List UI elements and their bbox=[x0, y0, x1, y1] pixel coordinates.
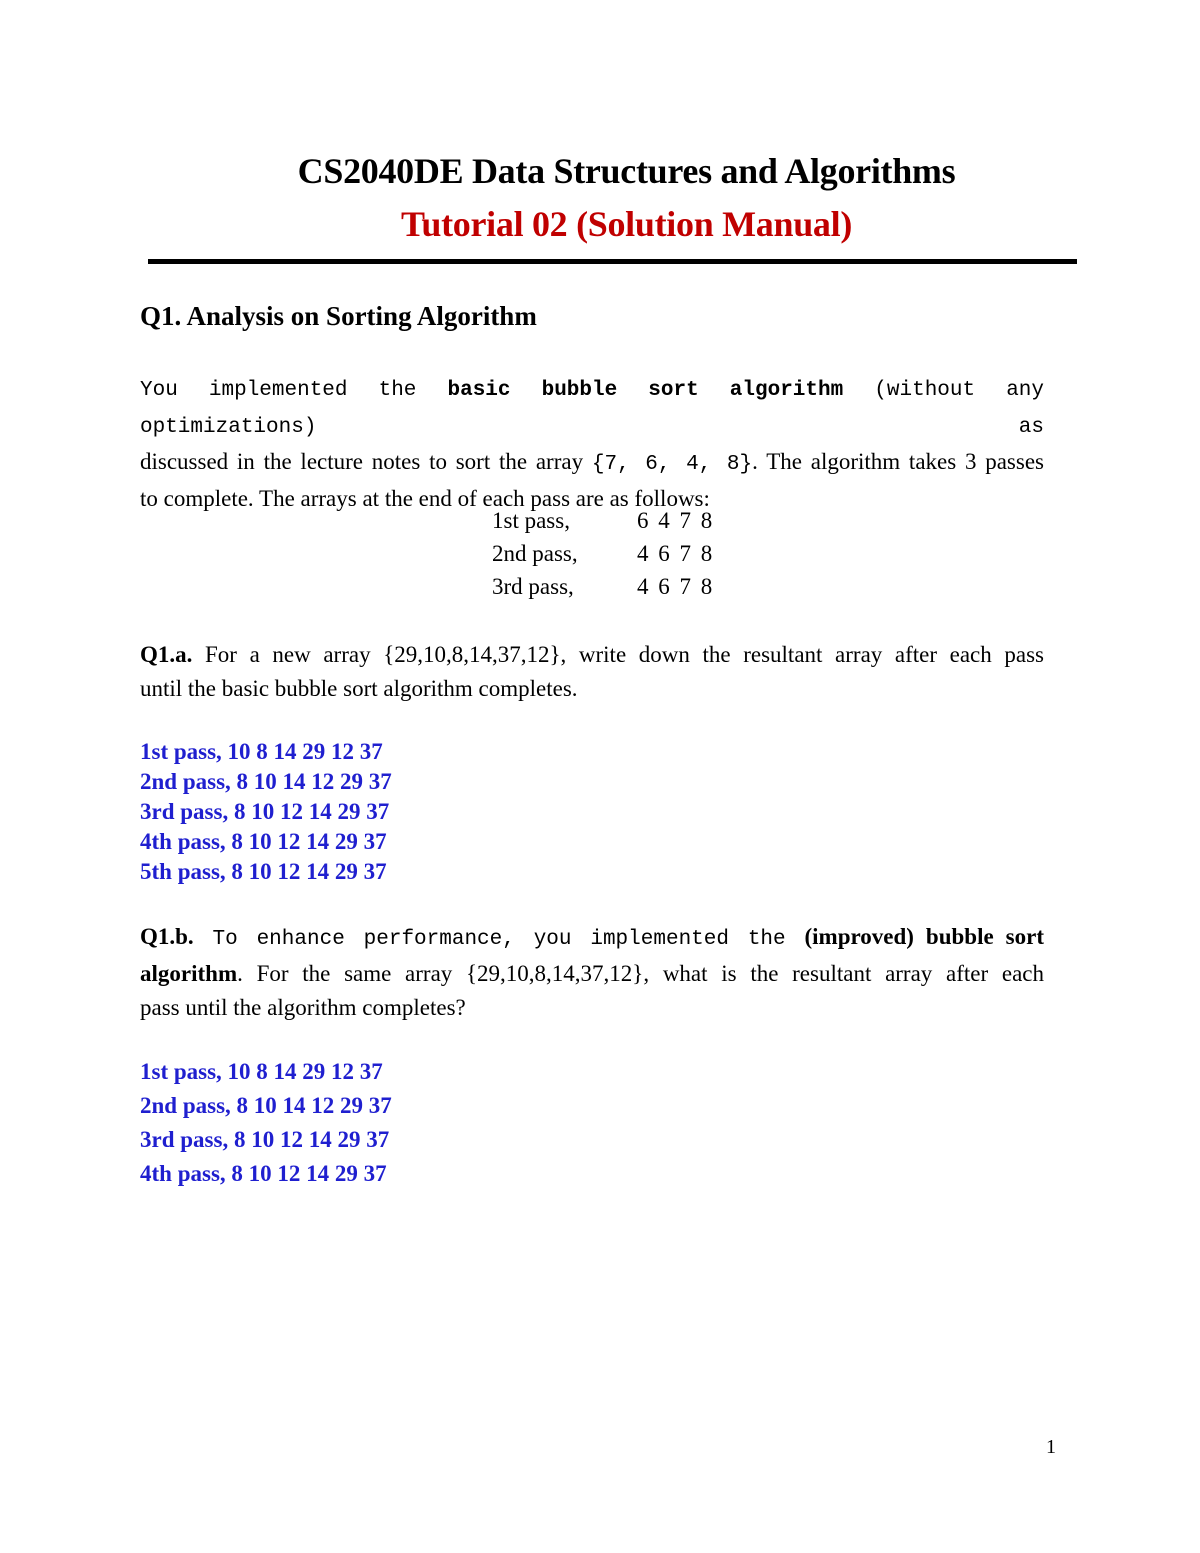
q1-heading: Q1. Analysis on Sorting Algorithm bbox=[140, 301, 537, 331]
q1a-text: For a new array {29,10,8,14,37,12}, write down the resultant array after each pass bbox=[192, 642, 1044, 667]
document-subtitle: Tutorial 02 (Solution Manual) bbox=[400, 204, 853, 244]
answer-line: 3rd pass, 8 10 12 14 29 37 bbox=[140, 1127, 390, 1152]
q1b-text: To enhance performance, you implemented the bbox=[193, 928, 805, 951]
q1-intro-text: (without any optimizations) as bbox=[140, 379, 1044, 439]
q1-intro-line-1 bbox=[140, 371, 1044, 445]
document-title: CS2040DE Data Structures and Algorithms bbox=[297, 151, 956, 191]
q1b-line-3: pass until the algorithm completes? bbox=[140, 995, 466, 1020]
q1-intro-paragraph bbox=[140, 371, 1044, 516]
answer-line: 5th pass, 8 10 12 14 29 37 bbox=[140, 859, 387, 884]
q1b-line-1 bbox=[140, 920, 1044, 957]
answer-line: 4th pass, 8 10 12 14 29 37 bbox=[140, 1161, 387, 1186]
q1a-line-1 bbox=[140, 638, 1044, 672]
q1b-question bbox=[140, 920, 1044, 1025]
example-pass-table bbox=[492, 508, 792, 607]
pass-label: 2nd pass, bbox=[492, 541, 578, 566]
q1-intro-array: {7, 6, 4, 8} bbox=[591, 453, 753, 476]
pass-label: 3rd pass, bbox=[492, 574, 574, 599]
pass-label: 1st pass, bbox=[492, 508, 570, 533]
answer-line: 2nd pass, 8 10 14 12 29 37 bbox=[140, 769, 392, 794]
q1b-emphasis: algorithm bbox=[140, 961, 238, 986]
answer-line: 1st pass, 10 8 14 29 12 37 bbox=[140, 739, 383, 764]
q1-intro-line-3: to complete. The arrays at the end of each pass are as follows: bbox=[140, 486, 710, 511]
q1b-answers bbox=[140, 1055, 392, 1191]
q1-intro-line-2 bbox=[140, 445, 1044, 482]
title-divider bbox=[148, 259, 1077, 264]
q1-intro-text: . The algorithm takes 3 passes bbox=[752, 449, 1044, 474]
page-number: 1 bbox=[1046, 1436, 1056, 1458]
example-pass-row bbox=[492, 541, 792, 574]
q1-intro-emphasis: basic bubble sort algorithm bbox=[447, 379, 844, 402]
answer-line: 1st pass, 10 8 14 29 12 37 bbox=[140, 1059, 383, 1084]
pass-array: 4 6 7 8 bbox=[637, 541, 715, 566]
pass-array: 4 6 7 8 bbox=[637, 574, 715, 599]
answer-line: 3rd pass, 8 10 12 14 29 37 bbox=[140, 799, 390, 824]
q1b-text: . For the same array {29,10,8,14,37,12}, what is the resultant array after each bbox=[237, 961, 1044, 986]
q1-intro-text: You implemented the bbox=[140, 379, 448, 402]
q1-intro-text: discussed in the lecture notes to sort the array bbox=[140, 449, 592, 474]
q1a-line-2: until the basic bubble sort algorithm completes. bbox=[140, 676, 578, 701]
q1b-label: Q1.b. bbox=[140, 924, 194, 949]
q1b-emphasis: (improved) bubble sort bbox=[804, 924, 1045, 949]
example-pass-row bbox=[492, 574, 792, 607]
q1a-question bbox=[140, 638, 1044, 706]
answer-line: 4th pass, 8 10 12 14 29 37 bbox=[140, 829, 387, 854]
example-pass-row bbox=[492, 508, 792, 541]
q1a-label: Q1.a. bbox=[140, 642, 193, 667]
q1b-line-2 bbox=[140, 957, 1044, 991]
q1a-answers bbox=[140, 737, 392, 887]
pass-array: 6 4 7 8 bbox=[637, 508, 715, 533]
answer-line: 2nd pass, 8 10 14 12 29 37 bbox=[140, 1093, 392, 1118]
